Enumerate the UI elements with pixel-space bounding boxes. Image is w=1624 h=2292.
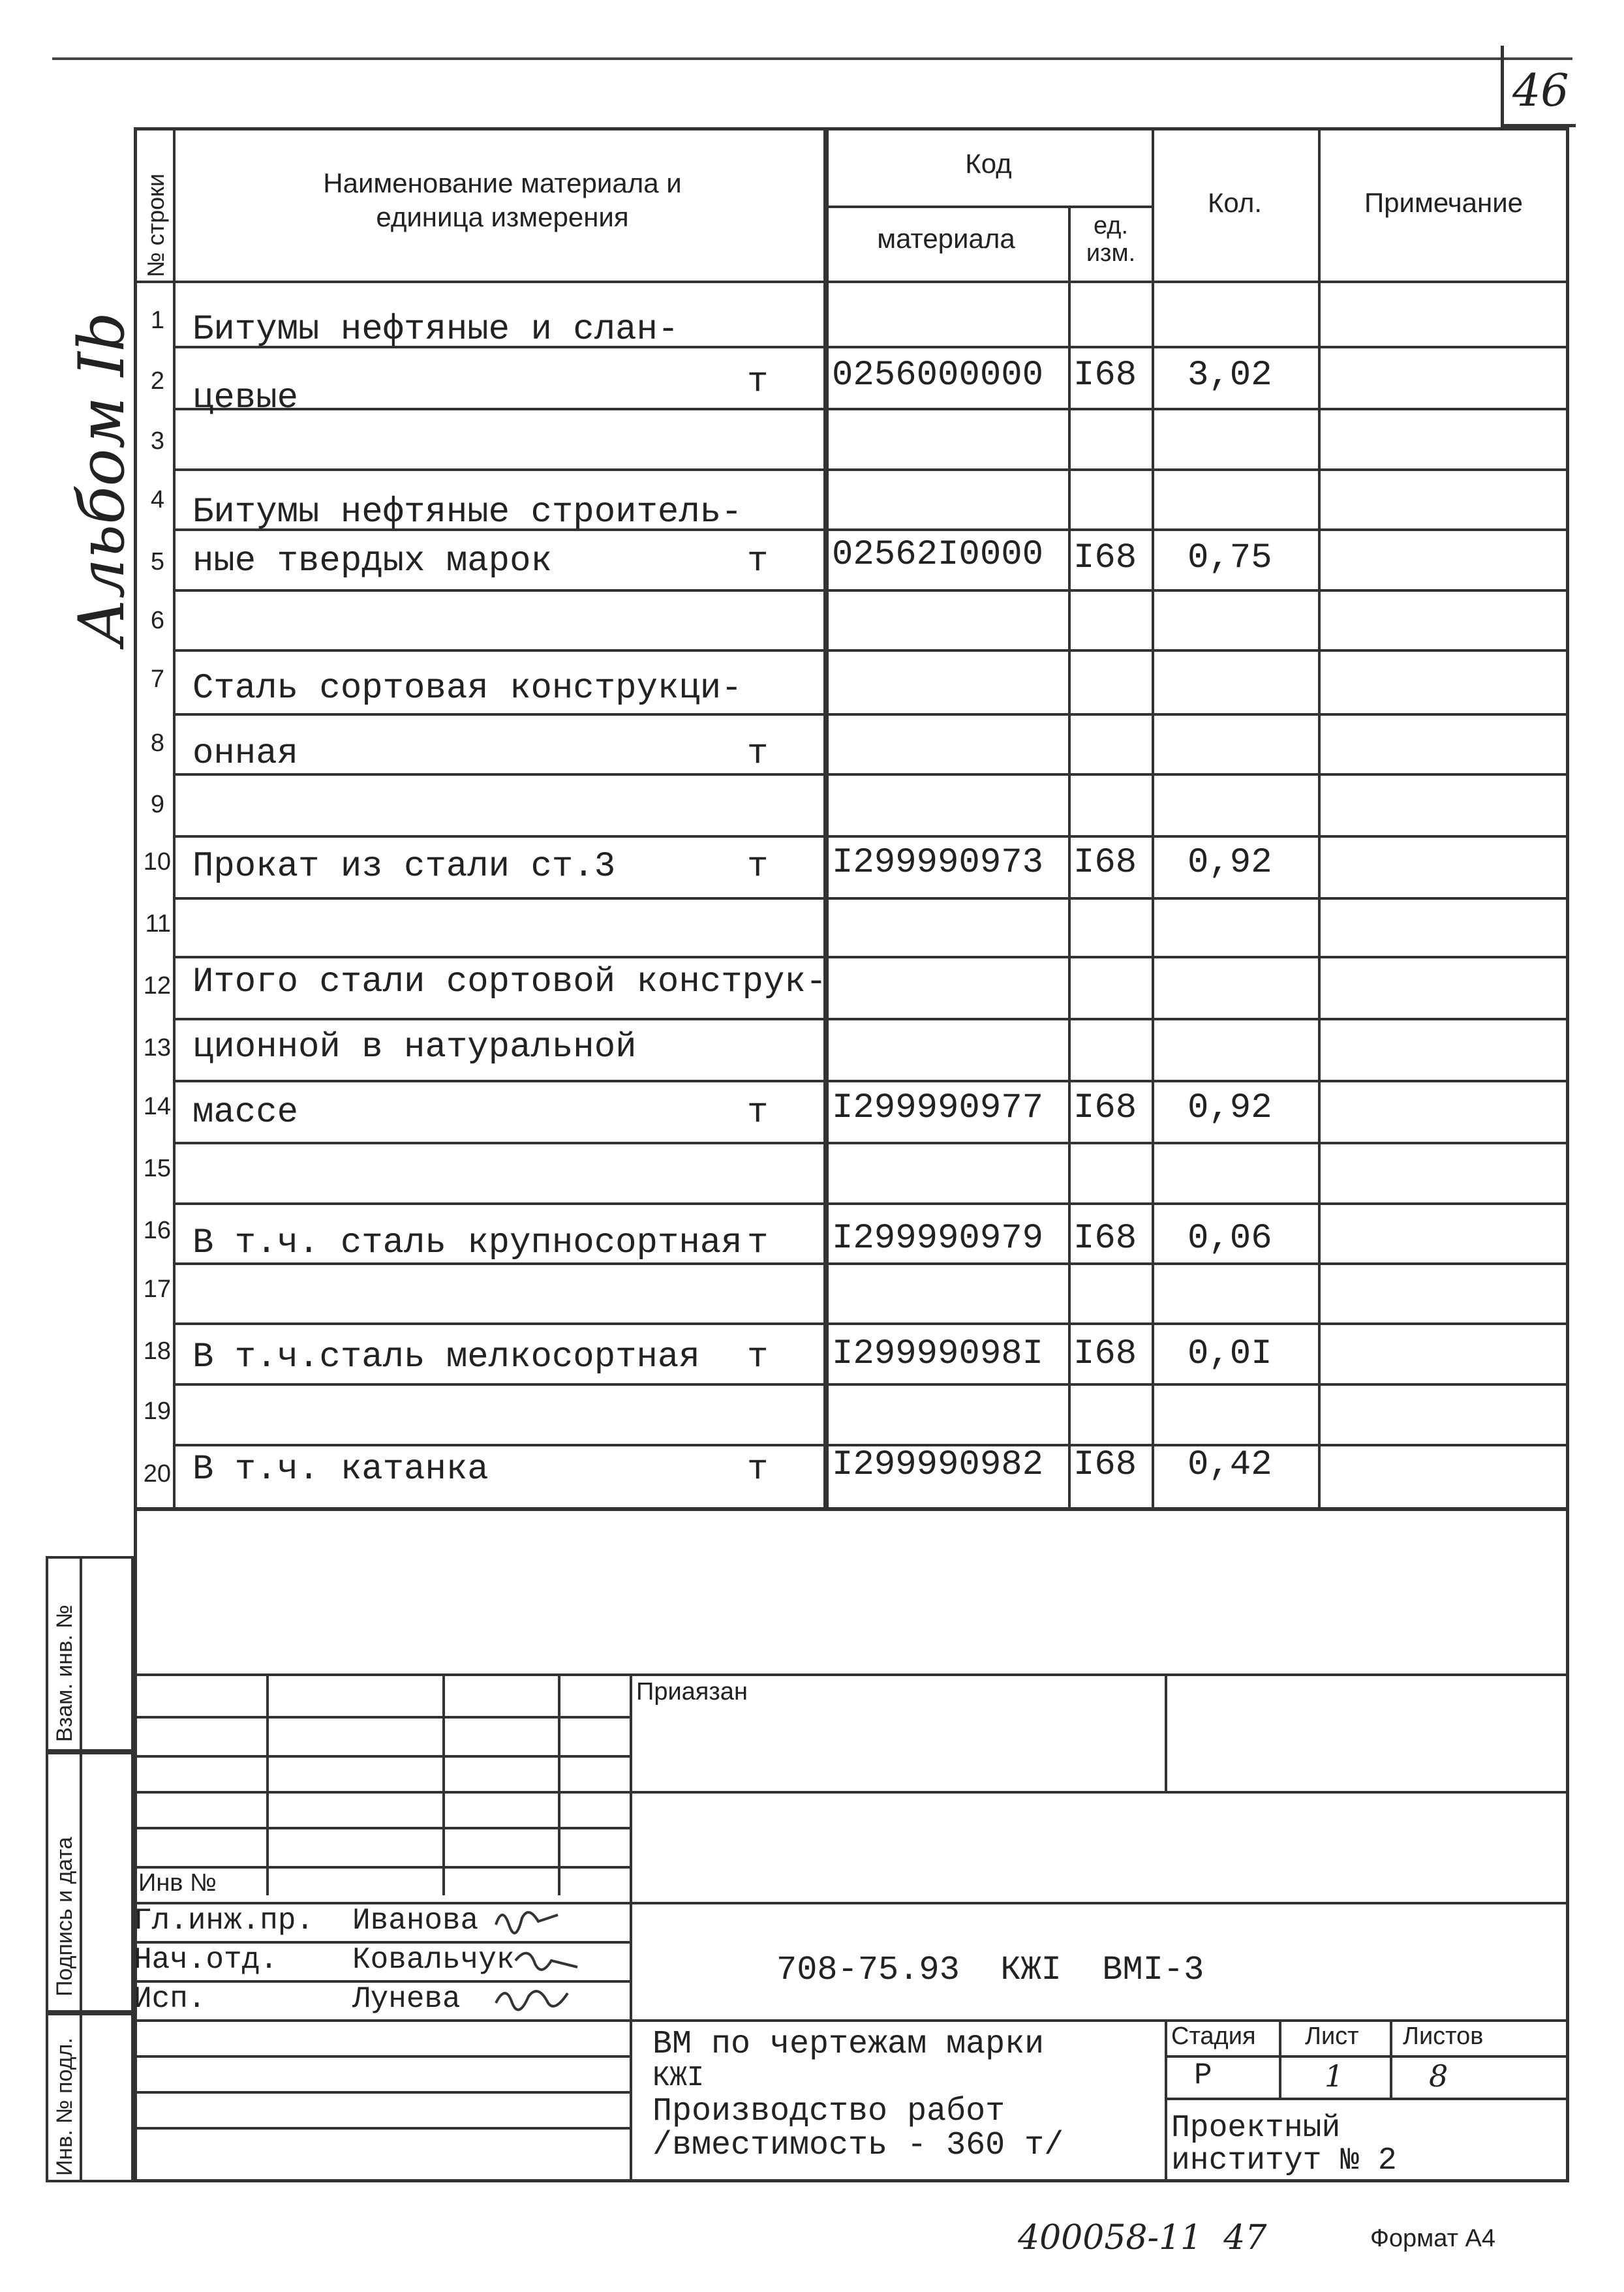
tb-hline bbox=[134, 1902, 1569, 1904]
row-number: 14 bbox=[143, 1093, 171, 1120]
tb-hline bbox=[134, 1827, 630, 1829]
unit-code: I68 bbox=[1073, 538, 1137, 578]
row-number: 1 bbox=[150, 307, 164, 334]
material-name: ционной в натуральной bbox=[192, 1028, 637, 1067]
material-name: массе bbox=[192, 1093, 299, 1133]
page-number: 46 bbox=[1512, 65, 1569, 117]
tb-vline bbox=[1390, 2019, 1392, 2098]
header-qty: Кол. bbox=[1207, 187, 1263, 218]
tb-vline bbox=[558, 1673, 560, 1895]
row-number: 19 bbox=[143, 1398, 171, 1425]
row-line bbox=[173, 713, 1569, 716]
material-unit: т bbox=[747, 1223, 769, 1263]
material-code: I299990982 bbox=[832, 1445, 1044, 1485]
header-code: Код bbox=[965, 148, 1012, 179]
tb-vline bbox=[266, 1673, 269, 1895]
document-designation: 708-75.93 КЖI ВМI-3 bbox=[776, 1951, 1204, 1989]
row-line bbox=[173, 956, 1569, 958]
tb-hline bbox=[134, 1866, 630, 1869]
row-number: 16 bbox=[143, 1217, 171, 1244]
row-number: 8 bbox=[150, 729, 164, 757]
role-dept-head: Нач.отд. bbox=[134, 1943, 278, 1977]
material-name: цевые bbox=[192, 378, 299, 418]
row-line bbox=[173, 408, 1569, 410]
header-note: Примечание bbox=[1364, 187, 1524, 218]
material-name: В т.ч.сталь мелкосортная bbox=[192, 1337, 700, 1377]
description-line-4: /вместимость - 360 т/ bbox=[652, 2127, 1064, 2164]
row-number: 9 bbox=[150, 791, 164, 818]
top-border-line bbox=[52, 57, 1572, 60]
row-number: 10 bbox=[143, 848, 171, 876]
row-number: 7 bbox=[150, 665, 164, 693]
row-number: 17 bbox=[143, 1276, 171, 1303]
side-label-podpis: Подпись и дата bbox=[52, 1837, 77, 1996]
col-sep-code bbox=[823, 127, 829, 1507]
tb-hline bbox=[134, 1791, 1569, 1794]
unit-code: I68 bbox=[1073, 1334, 1137, 1374]
row-line bbox=[173, 1322, 1569, 1325]
row-number: 15 bbox=[143, 1155, 171, 1182]
material-unit: т bbox=[747, 1093, 769, 1133]
row-number: 4 bbox=[150, 486, 164, 513]
row-number: 13 bbox=[143, 1034, 171, 1062]
col-sep-unit bbox=[1068, 206, 1071, 1507]
quantity: 3,02 bbox=[1187, 356, 1272, 395]
unit-code: I68 bbox=[1073, 1088, 1137, 1128]
material-unit: т bbox=[747, 1337, 769, 1377]
row-line bbox=[173, 1080, 1569, 1082]
header-row-number: № строки bbox=[142, 173, 169, 277]
role-executor: Исп. bbox=[134, 1982, 206, 2016]
tb-hline bbox=[134, 1716, 630, 1719]
tb-hline bbox=[1165, 2055, 1569, 2058]
drawing-frame bbox=[134, 127, 1569, 2182]
row-line bbox=[173, 468, 1569, 471]
row-line bbox=[173, 773, 1569, 776]
description-line-2: КЖI bbox=[652, 2062, 705, 2094]
sheet-label: Лист bbox=[1305, 2023, 1359, 2050]
org-line-1: Проектный bbox=[1171, 2111, 1341, 2146]
unit-code: I68 bbox=[1073, 1219, 1137, 1259]
role-chief-engineer: Гл.инж.пр. bbox=[134, 1904, 314, 1938]
sheets-label: Листов bbox=[1403, 2023, 1484, 2050]
material-name: онная bbox=[192, 734, 299, 774]
row-line bbox=[173, 1383, 1569, 1386]
row-number: 6 bbox=[150, 607, 164, 634]
material-code: I299990977 bbox=[832, 1088, 1044, 1128]
tb-hline bbox=[134, 2055, 630, 2058]
material-unit: т bbox=[747, 847, 769, 887]
quantity: 0,92 bbox=[1187, 1088, 1272, 1128]
description-line-3: Производство работ bbox=[652, 2093, 1005, 2130]
unit-code: I68 bbox=[1073, 843, 1137, 883]
quantity: 0,75 bbox=[1187, 538, 1272, 578]
quantity: 0,06 bbox=[1187, 1219, 1272, 1259]
unit-code: I68 bbox=[1073, 1445, 1137, 1485]
quantity: 0,0I bbox=[1187, 1334, 1272, 1374]
inv-no-label: Инв № bbox=[138, 1869, 217, 1897]
row-line bbox=[173, 897, 1569, 900]
row-line bbox=[173, 835, 1569, 838]
row-number: 11 bbox=[145, 910, 171, 938]
org-line-2: институт № 2 bbox=[1171, 2143, 1397, 2178]
tb-vline bbox=[442, 1673, 445, 1895]
tb-hline bbox=[1165, 2098, 1569, 2100]
material-name: Итого стали сортовой конструк- bbox=[192, 962, 827, 1002]
material-name: В т.ч. сталь крупносортная bbox=[192, 1223, 743, 1263]
title-block-top-line bbox=[134, 1673, 1569, 1676]
material-code: I299990973 bbox=[832, 843, 1044, 883]
header-name: Наименование материала и единица измерения bbox=[323, 168, 682, 232]
header-code-unit: ед. изм. bbox=[1086, 212, 1136, 267]
row-number: 2 bbox=[150, 367, 164, 395]
description-line-1: ВМ по чертежам марки bbox=[652, 2026, 1045, 2063]
name-executor: Лунева bbox=[352, 1982, 461, 2016]
name-chief-engineer: Иванова bbox=[352, 1904, 479, 1938]
quantity: 0,42 bbox=[1187, 1445, 1272, 1485]
stage-label: Стадия bbox=[1171, 2023, 1256, 2050]
rows-bottom-line bbox=[134, 1507, 1569, 1511]
code-subheader-line bbox=[825, 206, 1152, 208]
album-label: Альбом Ib bbox=[65, 312, 138, 646]
material-name: Сталь сортовая конструкци- bbox=[192, 669, 743, 709]
col-sep-note bbox=[1318, 127, 1321, 1507]
unit-code: I68 bbox=[1073, 356, 1137, 395]
sheet-value: 1 bbox=[1325, 2058, 1344, 2094]
material-code: 0256000000 bbox=[832, 356, 1044, 395]
col-sep-qty bbox=[1152, 127, 1154, 1507]
row-line bbox=[173, 649, 1569, 652]
footer-archive-number: 400058-11 47 bbox=[1018, 2218, 1267, 2257]
material-unit: т bbox=[747, 1450, 769, 1490]
tb-vline bbox=[1279, 2019, 1281, 2098]
row-number: 18 bbox=[143, 1337, 171, 1365]
privyazan-label: Приаязан bbox=[636, 1678, 748, 1705]
tb-hline bbox=[134, 2019, 1569, 2022]
material-code: I299990979 bbox=[832, 1219, 1044, 1259]
row-number: 3 bbox=[150, 427, 164, 455]
material-name: В т.ч. катанка bbox=[192, 1450, 489, 1490]
tb-vline bbox=[1165, 1673, 1167, 1791]
signature-marks bbox=[489, 1899, 633, 2029]
row-number: 5 bbox=[150, 548, 164, 575]
tb-hline bbox=[134, 2127, 630, 2130]
quantity: 0,92 bbox=[1187, 843, 1272, 883]
row-line bbox=[173, 1018, 1569, 1020]
row-number: 20 bbox=[143, 1460, 171, 1488]
row-number: 12 bbox=[143, 972, 171, 1000]
tb-hline bbox=[134, 2091, 630, 2094]
side-label-vzam: Взам. инв. № bbox=[52, 1604, 77, 1742]
side-box-divider bbox=[80, 1556, 82, 2182]
stage-value: Р bbox=[1194, 2058, 1212, 2092]
material-name: Битумы нефтяные строитель- bbox=[192, 493, 743, 532]
sheets-value: 8 bbox=[1429, 2058, 1448, 2094]
row-line bbox=[173, 1202, 1569, 1205]
material-unit: т bbox=[747, 734, 769, 774]
material-unit: т bbox=[747, 362, 769, 402]
tb-hline bbox=[134, 1755, 630, 1758]
format-label: Формат А4 bbox=[1370, 2225, 1496, 2252]
name-dept-head: Ковальчук bbox=[352, 1943, 515, 1977]
material-code: I29999098I bbox=[832, 1334, 1044, 1374]
header-bottom-line bbox=[134, 281, 1569, 283]
side-label-inv-podl: Инв. № подл. bbox=[52, 2038, 77, 2176]
material-unit: т bbox=[747, 542, 769, 581]
row-line bbox=[173, 589, 1569, 592]
material-name: Прокат из стали ст.3 bbox=[192, 847, 616, 887]
tb-vline bbox=[1165, 2019, 1167, 2182]
header-code-material: материала bbox=[877, 223, 1015, 254]
material-name: ные твердых марок bbox=[192, 542, 552, 581]
material-code: 02562I0000 bbox=[832, 535, 1044, 575]
col-sep-rownum bbox=[173, 127, 176, 1507]
row-line bbox=[173, 1142, 1569, 1144]
material-name: Битумы нефтяные и слан- bbox=[192, 310, 679, 350]
